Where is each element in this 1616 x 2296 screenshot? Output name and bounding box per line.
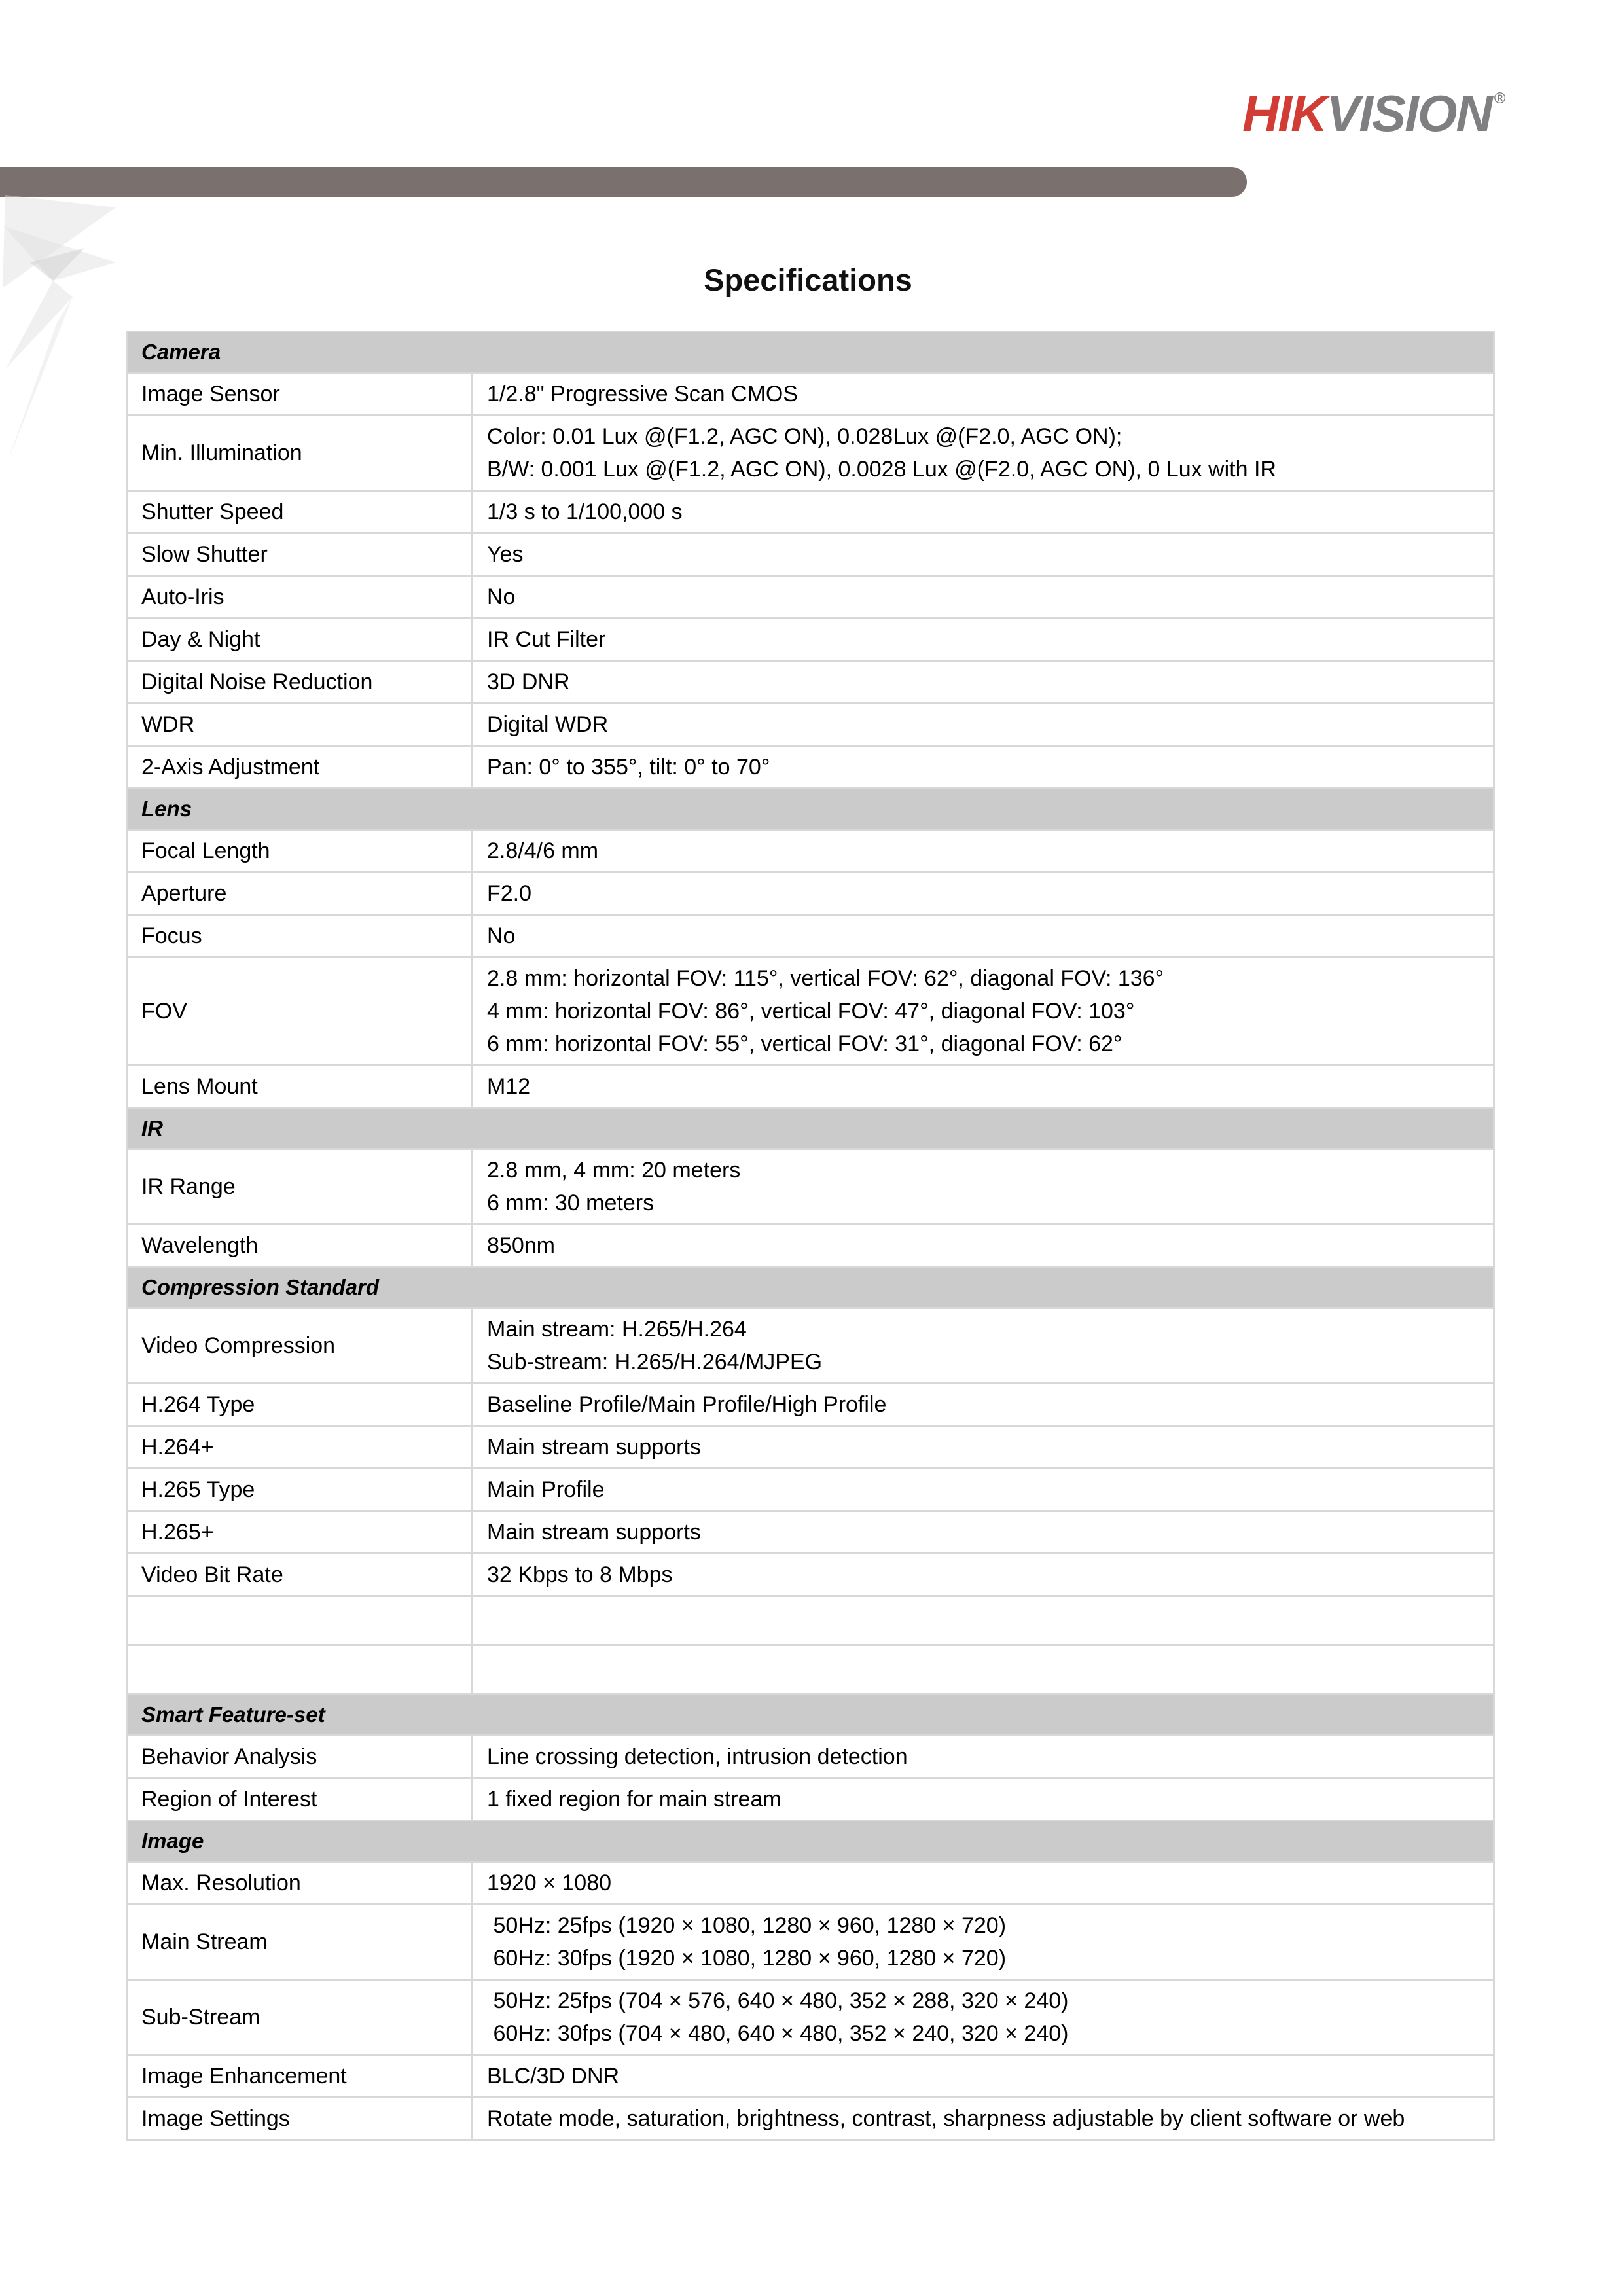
section-header: Camera <box>127 332 1494 373</box>
spec-value-line: 6 mm: horizontal FOV: 55°, vertical FOV: 31°, diagonal FOV: 62° <box>487 1031 1122 1056</box>
spec-row <box>127 915 1494 958</box>
spec-label: Digital Noise Reduction <box>127 661 473 704</box>
logo-vision-text: VISION <box>1326 84 1492 142</box>
spec-value <box>473 1862 1494 1905</box>
spec-label: 2-Axis Adjustment <box>127 746 473 789</box>
section-header-row <box>127 1695 1494 1736</box>
spec-label: Slow Shutter <box>127 533 473 576</box>
spec-row <box>127 1980 1494 2055</box>
spec-value <box>473 1596 1494 1645</box>
spec-row <box>127 1596 1494 1645</box>
spec-value <box>473 661 1494 704</box>
spec-label: Min. Illumination <box>127 416 473 491</box>
section-header-row <box>127 1108 1494 1149</box>
spec-label: Image Sensor <box>127 373 473 416</box>
spec-row <box>127 1384 1494 1426</box>
spec-value <box>473 1308 1494 1384</box>
spec-value-line: 1920 × 1080 <box>487 1871 612 1895</box>
spec-row <box>127 533 1494 576</box>
spec-row <box>127 1862 1494 1905</box>
spec-label: Max. Resolution <box>127 1862 473 1905</box>
section-header-row <box>127 1267 1494 1308</box>
spec-label: H.264 Type <box>127 1384 473 1426</box>
spec-value <box>473 1980 1494 2055</box>
spec-value <box>473 1645 1494 1695</box>
spec-value <box>473 958 1494 1066</box>
spec-row <box>127 1225 1494 1267</box>
spec-value <box>473 1778 1494 1821</box>
section-header-row <box>127 789 1494 830</box>
spec-label: H.265 Type <box>127 1469 473 1511</box>
spec-label: Shutter Speed <box>127 491 473 533</box>
spec-value-line: Color: 0.01 Lux @(F1.2, AGC ON), 0.028Lux @(F2.0, AGC ON); <box>487 424 1122 449</box>
spec-value-line: B/W: 0.001 Lux @(F1.2, AGC ON), 0.0028 Lux @(F2.0, AGC ON), 0 Lux with IR <box>487 457 1276 482</box>
spec-label: Sub-Stream <box>127 1980 473 2055</box>
spec-value-line: Main stream: H.265/H.264 <box>487 1317 747 1342</box>
spec-label: Image Settings <box>127 2098 473 2140</box>
section-header: Smart Feature-set <box>127 1695 1494 1736</box>
header-bar <box>0 167 1247 197</box>
spec-value <box>473 2055 1494 2098</box>
spec-row <box>127 704 1494 746</box>
section-header-row <box>127 1821 1494 1862</box>
spec-value-line: 50Hz: 25fps (1920 × 1080, 1280 × 960, 1280 × 720) <box>487 1913 1007 1938</box>
spec-value-line: Rotate mode, saturation, brightness, contrast, sharpness adjustable by client software or web <box>487 2106 1405 2131</box>
spec-value <box>473 1905 1494 1980</box>
spec-label <box>127 1645 473 1695</box>
spec-row <box>127 1736 1494 1778</box>
spec-value <box>473 373 1494 416</box>
spec-value <box>473 1225 1494 1267</box>
spec-value-line: 32 Kbps to 8 Mbps <box>487 1562 673 1587</box>
spec-value-line: Sub-stream: H.265/H.264/MJPEG <box>487 1350 823 1374</box>
spec-label <box>127 1596 473 1645</box>
spec-row <box>127 872 1494 915</box>
spec-label: H.265+ <box>127 1511 473 1554</box>
spec-value-line: 2.8 mm, 4 mm: 20 meters <box>487 1158 741 1183</box>
spec-row <box>127 746 1494 789</box>
spec-value <box>473 1554 1494 1596</box>
spec-label: Aperture <box>127 872 473 915</box>
spec-value <box>473 872 1494 915</box>
spec-value <box>473 1469 1494 1511</box>
spec-value-line: 50Hz: 25fps (704 × 576, 640 × 480, 352 × 288, 320 × 240) <box>487 1988 1069 2013</box>
section-header: Lens <box>127 789 1494 830</box>
spec-row <box>127 491 1494 533</box>
spec-label: Region of Interest <box>127 1778 473 1821</box>
spec-value-line: F2.0 <box>487 881 532 906</box>
spec-value-line: Pan: 0° to 355°, tilt: 0° to 70° <box>487 755 770 780</box>
specifications-table-body <box>127 332 1494 2140</box>
spec-value-line: IR Cut Filter <box>487 627 606 652</box>
spec-value-line: 2.8/4/6 mm <box>487 838 599 863</box>
spec-value-line: 1 fixed region for main stream <box>487 1787 781 1812</box>
spec-value <box>473 1511 1494 1554</box>
spec-row <box>127 1066 1494 1108</box>
spec-label: Lens Mount <box>127 1066 473 1108</box>
spec-value-line: Main Profile <box>487 1477 605 1502</box>
spec-value-line: Line crossing detection, intrusion detection <box>487 1744 908 1769</box>
spec-label: IR Range <box>127 1149 473 1225</box>
spec-value-line: 850nm <box>487 1233 555 1258</box>
spec-value-line: Baseline Profile/Main Profile/High Profile <box>487 1392 887 1417</box>
section-header: Image <box>127 1821 1494 1862</box>
spec-value-line: BLC/3D DNR <box>487 2064 620 2089</box>
spec-row <box>127 661 1494 704</box>
spec-value <box>473 830 1494 872</box>
spec-value-line: 3D DNR <box>487 670 570 694</box>
spec-value <box>473 1149 1494 1225</box>
spec-value <box>473 533 1494 576</box>
spec-value-line: 6 mm: 30 meters <box>487 1191 655 1215</box>
spec-label: FOV <box>127 958 473 1066</box>
spec-value <box>473 1736 1494 1778</box>
spec-value-line: 2.8 mm: horizontal FOV: 115°, vertical FOV: 62°, diagonal FOV: 136° <box>487 966 1164 991</box>
spec-row <box>127 1778 1494 1821</box>
registered-trademark-icon: ® <box>1494 90 1506 107</box>
section-header-row <box>127 332 1494 373</box>
spec-label: Focus <box>127 915 473 958</box>
spec-label: Main Stream <box>127 1905 473 1980</box>
spec-value <box>473 2098 1494 2140</box>
spec-label: H.264+ <box>127 1426 473 1469</box>
specifications-table <box>126 331 1495 2141</box>
spec-row <box>127 1469 1494 1511</box>
watermark-graphic <box>0 183 121 471</box>
spec-value <box>473 1384 1494 1426</box>
spec-row <box>127 1554 1494 1596</box>
spec-row <box>127 1511 1494 1554</box>
spec-row <box>127 1426 1494 1469</box>
spec-value <box>473 491 1494 533</box>
spec-row <box>127 1645 1494 1695</box>
spec-value-line: Main stream supports <box>487 1520 701 1545</box>
spec-value-line: Yes <box>487 542 524 567</box>
section-header: IR <box>127 1108 1494 1149</box>
spec-value <box>473 416 1494 491</box>
spec-value-line: 60Hz: 30fps (704 × 480, 640 × 480, 352 × 240, 320 × 240) <box>487 2021 1069 2046</box>
spec-row <box>127 619 1494 661</box>
spec-value <box>473 619 1494 661</box>
spec-row <box>127 1149 1494 1225</box>
spec-row <box>127 576 1494 619</box>
spec-value <box>473 1426 1494 1469</box>
spec-value <box>473 704 1494 746</box>
hikvision-logo <box>1242 73 1506 142</box>
spec-label: Behavior Analysis <box>127 1736 473 1778</box>
spec-row <box>127 416 1494 491</box>
spec-value-line: M12 <box>487 1074 531 1099</box>
spec-value <box>473 746 1494 789</box>
spec-value-line: No <box>487 584 516 609</box>
logo-hik-text: HIK <box>1242 84 1327 142</box>
spec-row <box>127 2055 1494 2098</box>
spec-label: WDR <box>127 704 473 746</box>
spec-value-line: 1/3 s to 1/100,000 s <box>487 499 683 524</box>
spec-label: Image Enhancement <box>127 2055 473 2098</box>
spec-row <box>127 2098 1494 2140</box>
spec-row <box>127 958 1494 1066</box>
spec-row <box>127 1905 1494 1980</box>
section-header: Compression Standard <box>127 1267 1494 1308</box>
spec-value <box>473 576 1494 619</box>
spec-value-line: No <box>487 924 516 948</box>
spec-label: Video Compression <box>127 1308 473 1384</box>
spec-value-line: 1/2.8" Progressive Scan CMOS <box>487 382 799 406</box>
spec-label: Auto-Iris <box>127 576 473 619</box>
spec-value-line: 60Hz: 30fps (1920 × 1080, 1280 × 960, 1280 × 720) <box>487 1946 1007 1971</box>
spec-label: Video Bit Rate <box>127 1554 473 1596</box>
spec-row <box>127 1308 1494 1384</box>
spec-value-line: 4 mm: horizontal FOV: 86°, vertical FOV: 47°, diagonal FOV: 103° <box>487 999 1135 1024</box>
page-title: Specifications <box>704 262 912 297</box>
spec-value-line: Main stream supports <box>487 1435 701 1460</box>
spec-value-line: Digital WDR <box>487 712 609 737</box>
spec-row <box>127 373 1494 416</box>
spec-value <box>473 1066 1494 1108</box>
spec-row <box>127 830 1494 872</box>
spec-value <box>473 915 1494 958</box>
spec-label: Wavelength <box>127 1225 473 1267</box>
spec-label: Day & Night <box>127 619 473 661</box>
spec-label: Focal Length <box>127 830 473 872</box>
